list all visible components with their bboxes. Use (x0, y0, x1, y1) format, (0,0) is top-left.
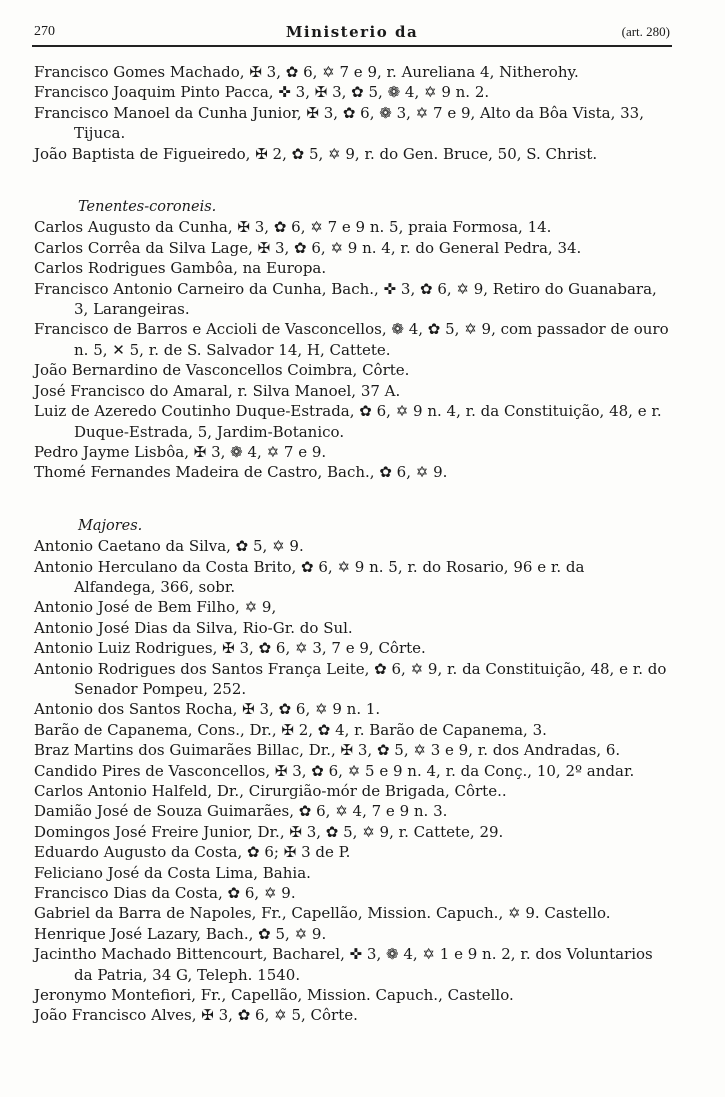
list-item: Domingos José Freire Junior, Dr., ✠ 3, ✿ 5, ✡ 9, r. Cattete, 29. (34, 822, 504, 841)
header-rule (32, 45, 672, 47)
list-item: Eduardo Augusto da Costa, ✿ 6; ✠ 3 de P. (34, 843, 351, 862)
list-item: Jeronymo Montefiori, Fr., Capellão, Mission. Capuch., Castello. (34, 986, 514, 1005)
page-body (34, 62, 674, 1026)
list-item: Carlos Corrêa da Silva Lage, ✠ 3, ✿ 6, ✡ 9 n. 4, r. do General Pedra, 34. (34, 238, 582, 257)
list-item: Carlos Rodrigues Gambôa, na Europa. (34, 259, 327, 278)
list-item: Francisco Dias da Costa, ✿ 6, ✡ 9. (34, 884, 296, 903)
page-number: 270 (34, 24, 55, 39)
list-item: José Francisco do Amaral, r. Silva Manoel, 37 A. (34, 381, 401, 400)
list-item: Pedro Jayme Lisbôa, ✠ 3, ❁ 4, ✡ 7 e 9. (34, 442, 327, 461)
page-header (34, 22, 670, 46)
list-item: Antonio Rodrigues dos Santos França Leite, ✿ 6, ✡ 9, r. da Constituição, 48, e r. do Senador Pompeu, 252. (34, 659, 672, 698)
list-item: Francisco Joaquim Pinto Pacca, ✜ 3, ✠ 3, ✿ 5, ❁ 4, ✡ 9 n. 2. (34, 83, 490, 102)
list-item: João Francisco Alves, ✠ 3, ✿ 6, ✡ 5, Côrte. (34, 1006, 358, 1025)
list-item: Barão de Capanema, Cons., Dr., ✠ 2, ✿ 4, r. Barão de Capanema, 3. (34, 720, 547, 739)
list-item: Jacintho Machado Bittencourt, Bacharel, ✜ 3, ❁ 4, ✡ 1 e 9 n. 2, r. dos Voluntarios da Patria, 34 G, Teleph. 1540. (34, 945, 658, 984)
list-item: Francisco de Barros e Accioli de Vasconcellos, ❁ 4, ✿ 5, ✡ 9, com passador de ouro n. 5, ✕ 5, r. de S. Salvador 14, H, Cattete. (34, 320, 674, 359)
list-item: Antonio Caetano da Silva, ✿ 5, ✡ 9. (34, 537, 304, 556)
list-item: Carlos Augusto da Cunha, ✠ 3, ✿ 6, ✡ 7 e 9 n. 5, praia Formosa, 14. (34, 218, 552, 237)
list-item: Feliciano José da Costa Lima, Bahia. (34, 863, 311, 882)
list-item: Francisco Gomes Machado, ✠ 3, ✿ 6, ✡ 7 e 9, r. Aureliana 4, Nitherohy. (34, 63, 579, 81)
list-item: Francisco Manoel da Cunha Junior, ✠ 3, ✿ 6, ❁ 3, ✡ 7 e 9, Alto da Bôa Vista, 33, Tijuca. (34, 103, 649, 143)
list-item: Antonio Luiz Rodrigues, ✠ 3, ✿ 6, ✡ 3, 7 e 9, Côrte. (34, 639, 426, 658)
list-item: Antonio dos Santos Rocha, ✠ 3, ✿ 6, ✡ 9 n. 1. (34, 700, 381, 719)
list-item: Henrique José Lazary, Bach., ✿ 5, ✡ 9. (34, 924, 327, 943)
list-item: Antonio José Dias da Silva, Rio-Gr. do Sul. (34, 618, 353, 637)
list-item: Carlos Antonio Halfeld, Dr., Cirurgião-mór de Brigada, Côrte.. (34, 782, 507, 800)
list-item: Damião José de Souza Guimarães, ✿ 6, ✡ 4, 7 e 9 n. 3. (34, 802, 448, 821)
running-title: Ministerio da (285, 23, 419, 41)
list-item: Thomé Fernandes Madeira de Castro, Bach., ✿ 6, ✡ 9. (34, 463, 448, 482)
list-item: Luiz de Azeredo Coutinho Duque-Estrada, ✿ 6, ✡ 9 n. 4, r. da Constituição, 48, e r. Duque-Estrada, 5, Jardim-Botanico. (34, 402, 667, 441)
list-item: João Bernardino de Vasconcellos Coimbra, Côrte. (34, 361, 410, 380)
list-item: Francisco Antonio Carneiro da Cunha, Bach., ✜ 3, ✿ 6, ✡ 9, Retiro do Guanabara, 3, Larangeiras. (34, 279, 662, 319)
list-item: Braz Martins dos Guimarães Billac, Dr., ✠ 3, ✿ 5, ✡ 3 e 9, r. dos Andradas, 6. (34, 741, 621, 760)
list-item: Antonio José de Bem Filho, ✡ 9, (34, 598, 277, 617)
section-heading-majores: Majores. (78, 517, 143, 534)
list-item: Antonio Herculano da Costa Brito, ✿ 6, ✡ 9 n. 5, r. do Rosario, 96 e r. da Alfandega, 366, sobr. (34, 557, 590, 596)
list-item: João Baptista de Figueiredo, ✠ 2, ✿ 5, ✡ 9, r. do Gen. Bruce, 50, S. Christ. (34, 144, 598, 163)
article-reference: (art. 280) (621, 24, 670, 39)
list-item: Gabriel da Barra de Napoles, Fr., Capellão, Mission. Capuch., ✡ 9. Castello. (34, 904, 611, 923)
list-item: Candido Pires de Vasconcellos, ✠ 3, ✿ 6, ✡ 5 e 9 n. 4, r. da Conç., 10, 2º andar. (34, 761, 635, 780)
section-heading-tenentes: Tenentes-coroneis. (78, 199, 217, 216)
